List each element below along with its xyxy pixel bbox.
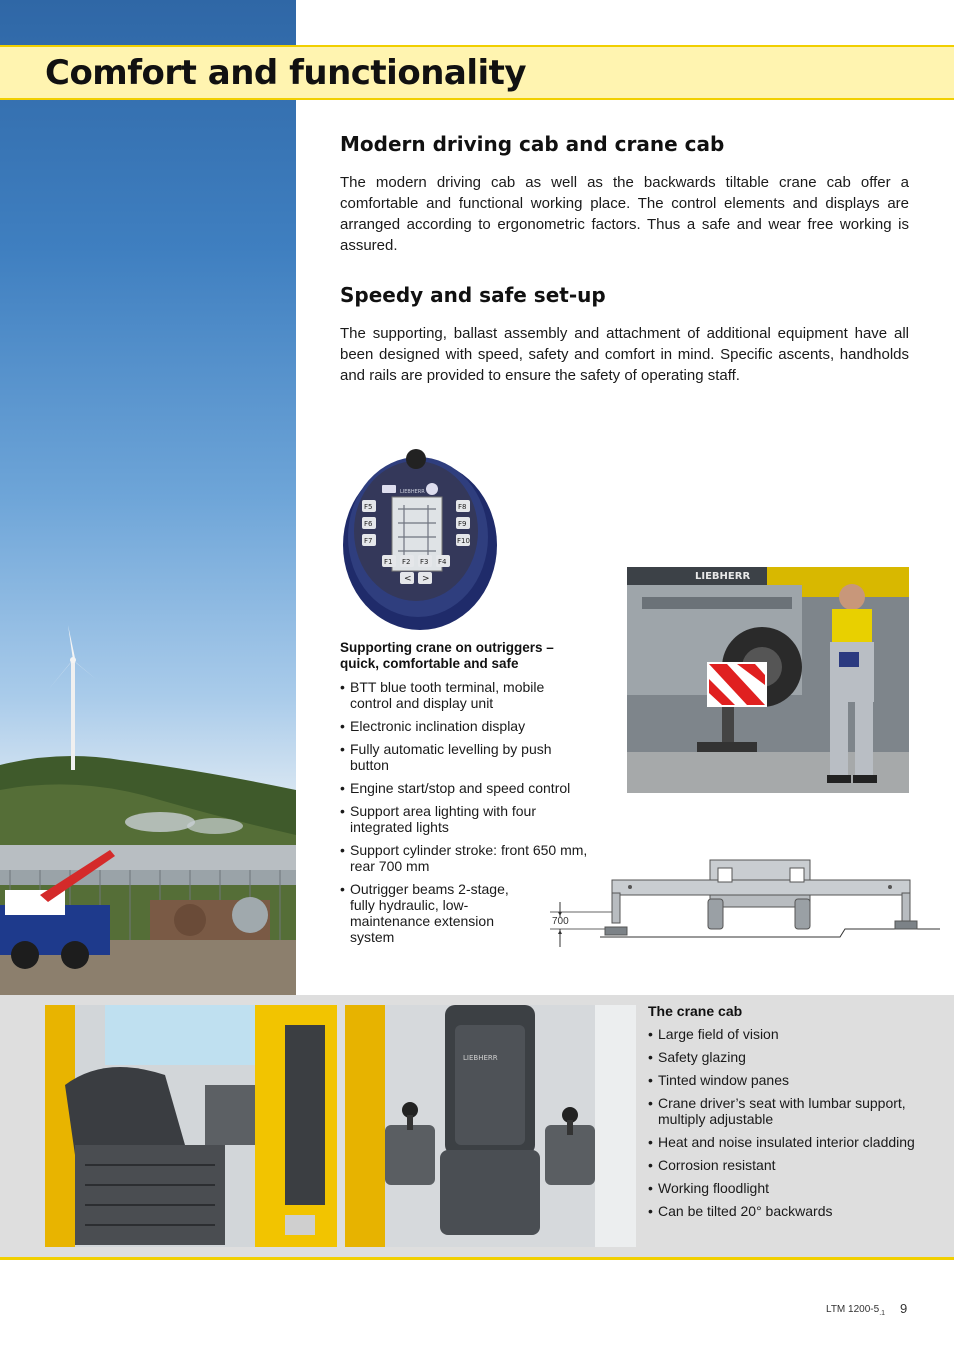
list-item: • Electronic inclination display bbox=[340, 718, 526, 734]
list-item: • Engine start/stop and speed control bbox=[340, 780, 571, 796]
key-arrow-right: > bbox=[422, 574, 430, 584]
key-f4: F4 bbox=[438, 558, 447, 566]
outrigger-list-heading: Supporting crane on outriggers – quick, comfortable and safe bbox=[340, 640, 554, 671]
key-f2: F2 bbox=[402, 558, 411, 566]
key-f5: F5 bbox=[364, 503, 373, 511]
outrigger-support-diagram bbox=[550, 855, 940, 950]
key-f8: F8 bbox=[458, 503, 467, 511]
section-heading-set-up: Speedy and safe set-up bbox=[340, 283, 606, 307]
crane-cab-heading: The crane cab bbox=[648, 1003, 743, 1019]
key-f10: F10 bbox=[457, 537, 470, 545]
operator-with-terminal-photo bbox=[627, 567, 909, 793]
list-item: • BTT blue tooth terminal, mobile control and display unit bbox=[340, 679, 545, 711]
page-number: 9 bbox=[900, 1301, 908, 1316]
list-item: • Corrosion resistant bbox=[648, 1157, 776, 1173]
truck-brand: LIEBHERR bbox=[695, 571, 751, 582]
page-title: Comfort and functionality bbox=[45, 53, 527, 93]
list-item: • Crane driver’s seat with lumbar support, multiply adjustable bbox=[648, 1095, 906, 1127]
list-item: • Heat and noise insulated interior cladding bbox=[648, 1134, 915, 1150]
key-f1: F1 bbox=[384, 558, 393, 566]
terminal-right-keys bbox=[456, 500, 470, 546]
title-banner bbox=[0, 45, 954, 100]
section-text-driving-cab: The modern driving cab as well as the backwards tiltable crane cab offer a comfortable and functional working place. The control elements and displays are arranged according to ergonometric factors. Thus a safe and wear free working is assured. bbox=[340, 174, 909, 254]
btt-terminal-image bbox=[340, 445, 510, 640]
operator-photo-illustration bbox=[627, 567, 909, 793]
seat-brand: LIEBHERR bbox=[463, 1054, 498, 1062]
list-item: • Fully automatic levelling by push button bbox=[340, 741, 552, 773]
wind-turbine-site-photo bbox=[0, 0, 296, 995]
outrigger-diagram-illustration bbox=[550, 855, 940, 950]
list-item: • Tinted window panes bbox=[648, 1072, 790, 1088]
section-heading-driving-cab: Modern driving cab and crane cab bbox=[340, 132, 725, 156]
list-item: • Working floodlight bbox=[648, 1180, 770, 1196]
key-f6: F6 bbox=[364, 520, 373, 528]
list-item: • Support cylinder stroke: front 650 mm, rear 700 mm bbox=[340, 842, 588, 874]
list-item: • Outrigger beams 2-stage, fully hydraulic, low-maintenance extension system bbox=[340, 881, 509, 945]
terminal-illustration bbox=[340, 445, 510, 640]
list-item: • Large field of vision bbox=[648, 1026, 779, 1042]
crane-driver-seat-photo bbox=[345, 1005, 636, 1247]
bottom-rule bbox=[0, 1257, 954, 1260]
crane-cab-feature-list bbox=[648, 1026, 943, 1226]
cab-interior-illustration bbox=[45, 1005, 337, 1247]
list-item: • Safety glazing bbox=[648, 1049, 746, 1065]
list-item: • Can be tilted 20° backwards bbox=[648, 1203, 833, 1219]
section-text-set-up: The supporting, ballast assembly and attachment of additional equipment have all been designed with speed, safety and comfort in mind. Specific ascents, handholds and rails are provided to ensure the safety of operating staff. bbox=[340, 325, 909, 384]
key-f3: F3 bbox=[420, 558, 429, 566]
key-f7: F7 bbox=[364, 537, 373, 545]
terminal-left-keys bbox=[362, 500, 376, 546]
footer-model-code: LTM $1200-5_{.1}$ bbox=[826, 1304, 886, 1317]
crane-cab-interior-photo bbox=[45, 1005, 337, 1247]
site-photo-illustration bbox=[0, 0, 296, 995]
key-arrow-left: < bbox=[404, 574, 412, 584]
seat-illustration bbox=[345, 1005, 636, 1247]
key-f9: F9 bbox=[458, 520, 467, 528]
wind-turbine-tower bbox=[71, 660, 75, 770]
dimension-label: 700 bbox=[552, 916, 569, 927]
terminal-brand: LIEBHERR bbox=[400, 489, 425, 495]
list-item: • Support area lighting with four integrated lights bbox=[340, 803, 536, 835]
